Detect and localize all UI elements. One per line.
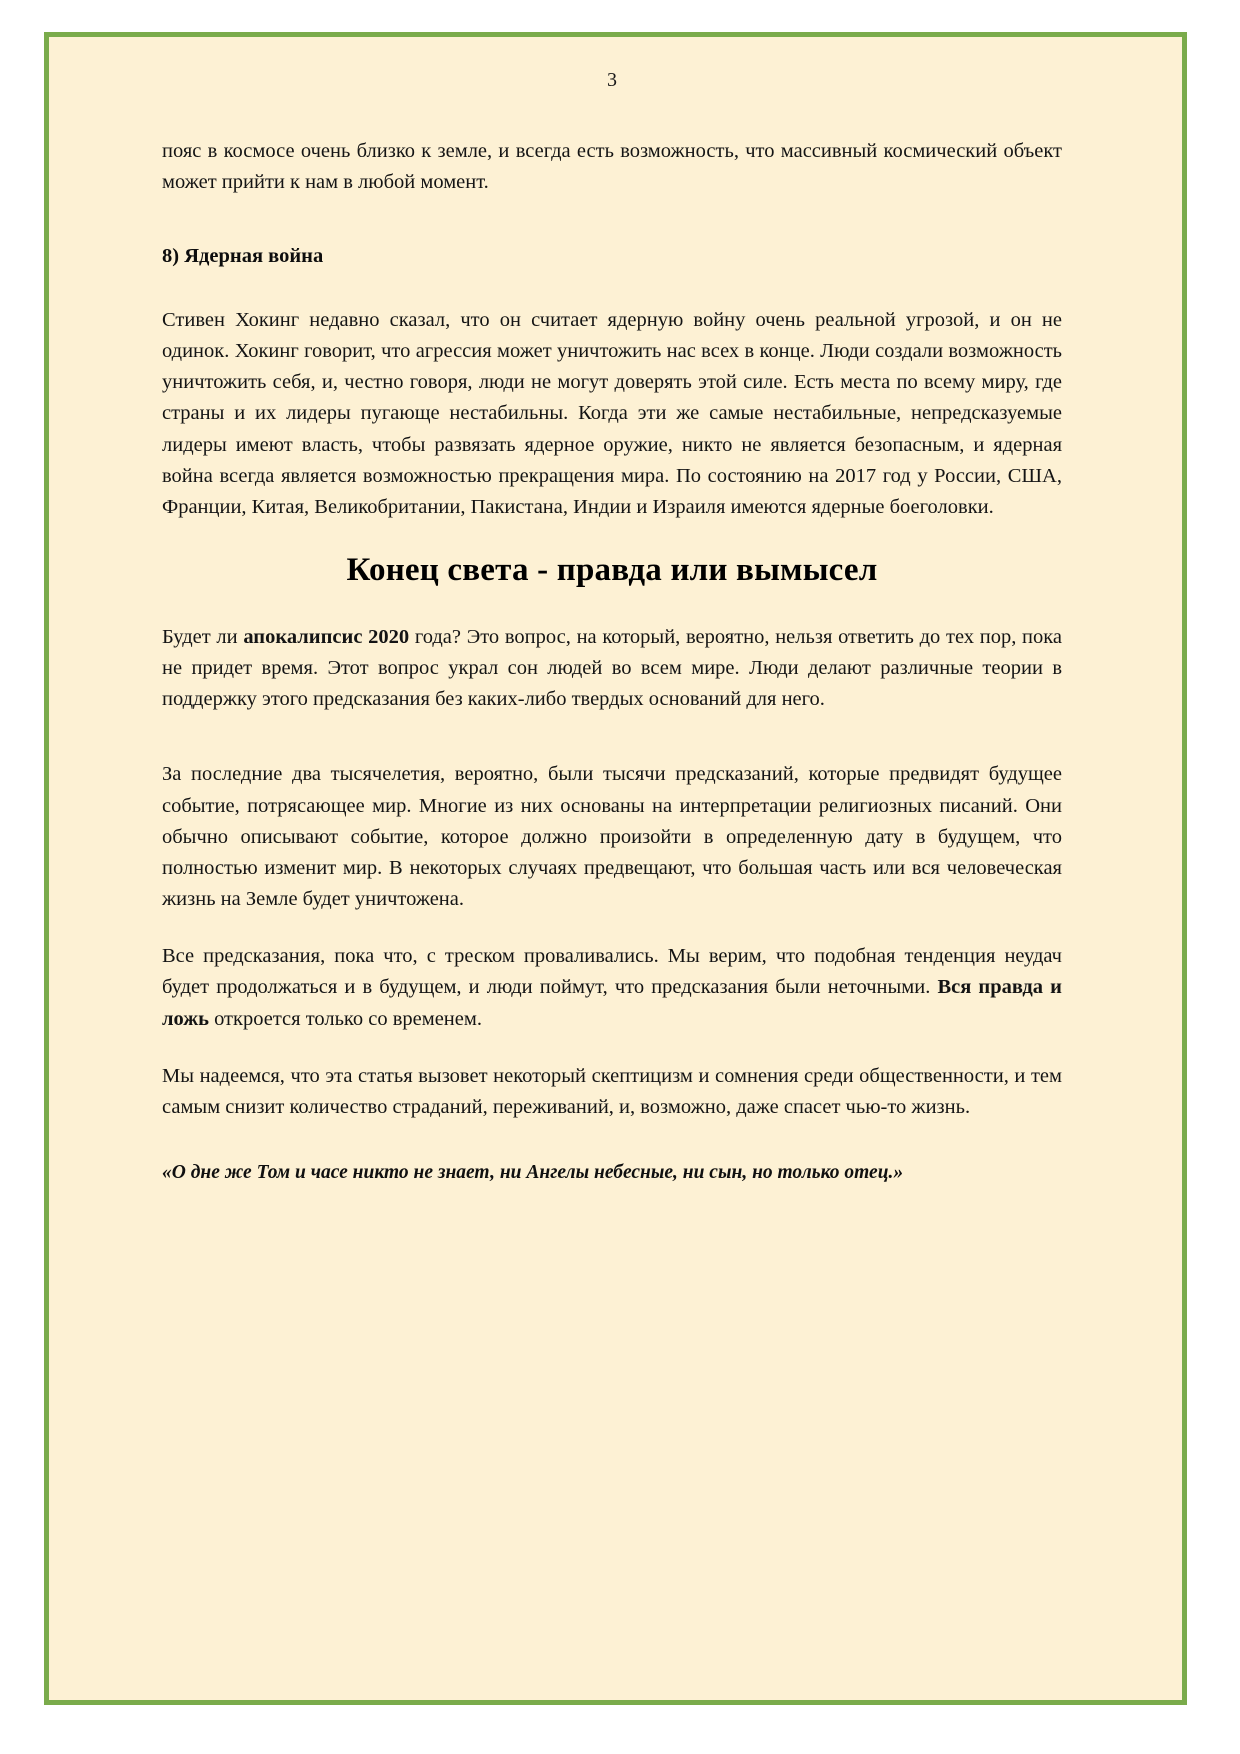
page-content (162, 68, 1062, 1187)
paragraph-predictions-bold-term: Вся правда и ложь (162, 976, 1062, 1030)
paragraph-predictions (162, 941, 1062, 1034)
paragraph-millennia: За последние два тысячелетия, вероятно, были тысячи предсказаний, которые предвидят будущее событие, потрясающее мир. Многие из них основаны на интерпретации религиозных писаний. Они обычно описывают событие, которое должно произойти в определенную дату в будущем, что полностью изменит мир. В некоторых случаях предвещают, что большая часть или вся человеческая жизнь на Земле будет уничтожена. (162, 763, 1062, 911)
page-number: 3 (607, 69, 617, 91)
paragraph-predictions-text-after: откроется только со временем. (208, 1007, 482, 1030)
paragraph-nuclear-war: Стивен Хокинг недавно сказал, что он считает ядерную войну очень реальной угрозой, и он не одинок. Хокинг говорит, что агрессия может уничтожить нас всех в конце. Люди создали возможность уничтожить себя, и, честно говоря, люди не могут доверять этой силе. Есть места по всему миру, где страны и их лидеры пугающе нестабильны. Когда эти же самые нестабильные, непредсказуемые лидеры имеют власть, чтобы развязать ядерное оружие, никто не является безопасным, и ядерная война всегда является возможностью прекращения мира. По состоянию на 2017 год у России, США, Франции, Китая, Великобритании, Пакистана, Индии и Израиля имеются ядерные боеголовки. (162, 309, 1062, 518)
paragraph-apocalypse (162, 622, 1062, 715)
paragraph-apocalypse-text-after: года? Это вопрос, на который, вероятно, нельзя ответить до тех пор, пока не придет время. Этот вопрос украл сон людей во всем мире. Люди делают различные теории в поддержку этого предсказания без каких-либо твердых оснований для него. (162, 625, 1062, 711)
paragraph-continued: пояс в космосе очень близко к земле, и всегда есть возможность, что массивный космический объект может прийти к нам в любой момент. (162, 140, 1062, 194)
paragraph-apocalypse-text-before: Будет ли (162, 625, 244, 648)
spacer (162, 741, 1062, 759)
paragraph-hope: Мы надеемся, что эта статья вызовет некоторый скептицизм и сомнения среди общественности, и тем самым снизит количество страданий, переживаний, и, возможно, даже спасет чью-то жизнь. (162, 1064, 1062, 1118)
closing-quote: «О дне же Том и часе никто не знает, ни Ангелы небесные, ни сын, но только отец.» (162, 1162, 904, 1184)
paragraph-predictions-text-before: Все предсказания, пока что, с треском проваливались. Мы верим, что подобная тенденция неудач будет продолжаться и в будущем, и люди поймут, что предсказания были неточными. (162, 945, 1062, 999)
page-title: Конец света - правда или вымысел (346, 552, 878, 589)
document-page (44, 32, 1187, 1705)
spacer (162, 224, 1062, 242)
page-border-inner (49, 37, 1182, 1700)
paragraph-apocalypse-bold-term: апокалипсис 2020 (243, 625, 410, 648)
section-heading-nuclear-war: 8) Ядерная война (162, 245, 324, 268)
